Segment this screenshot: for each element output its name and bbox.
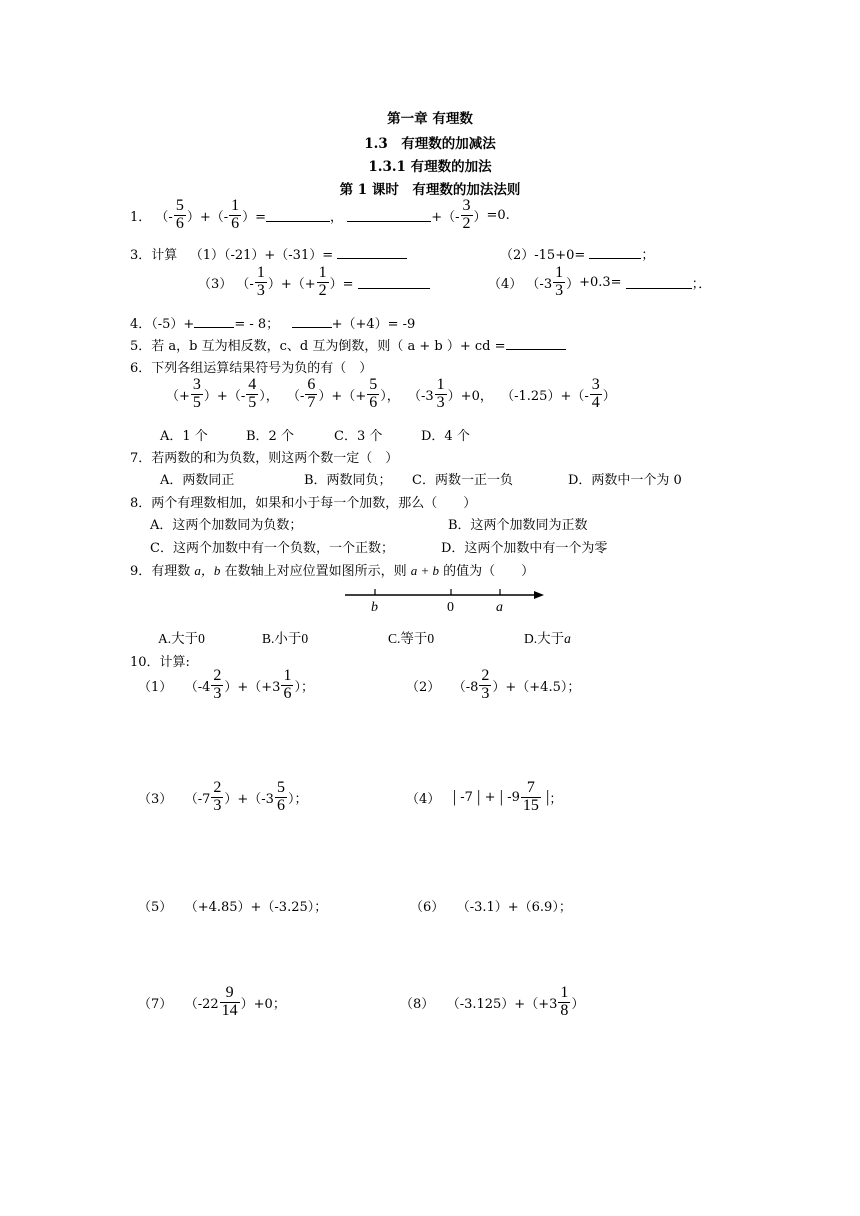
answer-blank[interactable] [266,209,330,222]
q8-option-a[interactable]: A．这两个加数同为负数； [150,518,303,533]
q10-part-3: （3） （-7 2 3 ）+（-3 5 6 ）； [138,779,308,814]
q10-part-7: （7） （-22 9 14 ） +0； [138,984,286,1019]
lesson-title: 第 1 课时 有理数的加法法则 [339,182,521,198]
q10-part-4: （4） | -7 | + | -9 7 15 | ； [406,779,563,814]
q10-part-6: （6） （-3.1）+（6.9）； [410,900,572,915]
answer-blank[interactable] [626,276,692,289]
fraction: 3 2 [462,197,471,232]
answer-blank[interactable] [589,246,641,259]
answer-blank[interactable] [358,276,430,289]
answer-blank[interactable] [347,209,431,222]
q7-option-d[interactable]: D．两数中一个为 0 [568,473,682,488]
q9-option-a[interactable]: A.大于0 [158,631,205,646]
number-line [340,586,550,616]
section-title: 1.3 有理数的加减法 [364,136,496,152]
fraction: $\frac{3}{5}$ [192,376,201,411]
question-3-part-3: （3） （- 1 3 ）+（+ $\frac{1}{2}$ ）= [198,265,430,300]
fraction: 5 6 [175,197,184,232]
fraction: 1 3 [555,264,564,299]
chapter-title: 第一章 有理数 [387,111,473,127]
q9-option-d[interactable]: D.大于a [524,631,571,646]
fraction: 1 6 [283,667,292,702]
question-3-part-4: （4） （-3 1 3 ） +0.3= ；． [488,264,712,299]
q8-option-b[interactable]: B．这两个加数同为正数 [448,518,588,533]
fraction: 3 4 [591,376,600,411]
q9-option-b[interactable]: B.小于0 [262,631,309,646]
q8-option-c[interactable]: C．这两个加数中有一个负数，一个正数； [150,541,394,556]
q6-option-c[interactable]: C．3 个 [334,429,383,444]
q7-option-b[interactable]: B．两数同负； [304,473,392,488]
fraction: 1 8 [560,984,569,1019]
q6-option-a[interactable]: A．1 个 [160,429,208,444]
fraction: $\frac{1}{2}$ [318,264,327,299]
q10-part-2: （2） （-8 2 3 ） +（+4.5）； [406,667,581,702]
fraction: 4 5 [248,376,257,411]
answer-blank[interactable] [337,246,407,259]
question-3-part-2: （2）-15+0= ； [500,248,655,263]
answer-blank[interactable] [506,337,566,350]
question-10-stem: 10．计算: [130,655,190,670]
q6-option-d[interactable]: D．4 个 [421,429,470,444]
question-6-stem: 6．下列各组运算结果符号为负的有（ ） [130,361,373,376]
question-3: 3．计算 （1）（-21）+（-31）= [130,244,407,263]
fraction: 9 14 [221,984,238,1019]
fraction: 2 3 [213,667,222,702]
fraction: 5 6 [276,779,285,814]
question-6-groups: （+ $\frac{3}{5}$ ）+（- 4 5 ）， （- 6 7 ）+（+ $\frac{5}{6}$ ）， （-3 1 3 ） +0， （-1.25）+ （- 3 4 ） [166,376,616,411]
q10-part-8: （8） （-3.125）+ （+3 1 8 ） [400,984,585,1019]
q7-option-a[interactable]: A．两数同正 [160,473,235,488]
question-1: 1． （- 5 6 ）+（- 1 6 ）= ， +（- 3 2 ） =0. [130,197,510,232]
question-9-stem: 9．有理数 a，b 在数轴上对应位置如图所示，则 a + b 的值为（ ） [130,563,535,579]
fraction: 6 7 [307,376,316,411]
fraction: 1 6 [231,197,240,232]
q10-part-1: （1） （-4 2 3 ）+（+3 1 6 ）； [138,667,314,702]
q8-option-d[interactable]: D．这两个加数中有一个为零 [441,541,608,556]
answer-blank[interactable] [292,315,332,328]
axis-label-zero: 0 [447,600,454,615]
q7-option-c[interactable]: C．两数一正一负 [412,473,513,488]
fraction: 2 3 [481,667,490,702]
arrow-icon [534,591,544,599]
subsection-title: 1.3.1 有理数的加法 [368,159,492,175]
question-7-stem: 7．若两数的和为负数，则这两个数一定（ ） [130,451,399,466]
fraction: 7 15 [522,779,539,814]
q6-option-b[interactable]: B．2 个 [246,429,294,444]
axis-label-b: b [371,600,378,615]
fraction: 1 3 [436,376,445,411]
answer-blank[interactable] [194,315,234,328]
q9-option-c[interactable]: C.等于0 [388,631,435,646]
fraction: 2 3 [213,779,222,814]
axis-label-a: a [496,600,503,615]
fraction: $\frac{5}{6}$ [369,376,378,411]
question-8-stem: 8．两个有理数相加，如果和小于每一个加数，那么（ ） [130,496,477,511]
q10-part-5: （5） （+4.85）+（-3.25）； [138,900,328,915]
question-5: 5．若 a，b 互为相反数，c、d 互为倒数，则（ a + b ）+ cd = [130,335,566,354]
fraction: 1 3 [256,264,265,299]
question-4: 4．（-5）+ = - 8； +（+4）= -9 [130,317,416,332]
